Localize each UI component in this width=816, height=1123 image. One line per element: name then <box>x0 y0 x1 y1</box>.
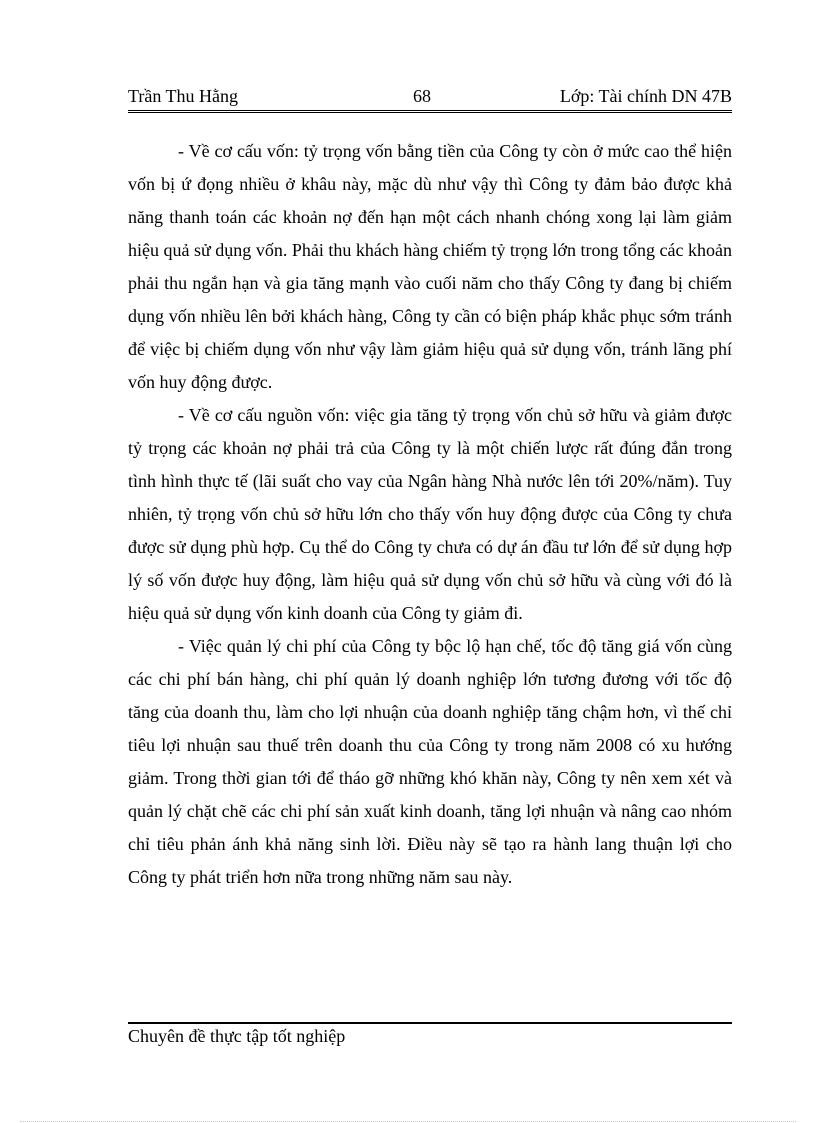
footer-divider <box>128 1022 732 1024</box>
header-class-label: Lớp: Tài chính DN 47B <box>559 86 732 106</box>
page-footer: Chuyên đề thực tập tốt nghiệp <box>128 1026 346 1046</box>
page-edge-divider <box>20 1121 796 1122</box>
paragraph-capital-structure: - Về cơ cấu vốn: tỷ trọng vốn bằng tiền của Công ty còn ở mức cao thể hiện vốn bị ứ đọng nhiều ở khâu này, mặc dù như vậy thì Công ty đảm bảo được khả năng thanh toán các khoản nợ đến hạn một cách nhanh chóng xong lại làm giảm hiệu quả sử dụng vốn. Phải thu khách hàng chiếm tỷ trọng lớn trong tổng các khoản phải thu ngắn hạn và gia tăng mạnh vào cuối năm cho thấy Công ty đang bị chiếm dụng vốn nhiều lên bởi khách hàng, Công ty cần có biện pháp khắc phục sớm tránh để việc bị chiếm dụng vốn như vậy làm giảm hiệu quả sử dụng vốn, tránh lãng phí vốn huy động được. <box>128 141 732 392</box>
document-body <box>128 135 732 894</box>
paragraph-funding-structure: - Về cơ cấu nguồn vốn: việc gia tăng tỷ trọng vốn chủ sở hữu và giảm được tỷ trọng các khoản nợ phải trả của Công ty là một chiến lược rất đúng đắn trong tình hình thực tế (lãi suất cho vay của Ngân hàng Nhà nước lên tới 20%/năm). Tuy nhiên, tỷ trọng vốn chủ sở hữu lớn cho thấy vốn huy động được của Công ty chưa được sử dụng phù hợp. Cụ thể do Công ty chưa có dự án đầu tư lớn để sử dụng hợp lý số vốn được huy động, làm hiệu quả sử dụng vốn chủ sở hữu và cùng với đó là hiệu quả sử dụng vốn kinh doanh của Công ty giảm đi. <box>128 405 732 623</box>
page-header <box>128 84 732 113</box>
paragraph-cost-management: - Việc quản lý chi phí của Công ty bộc lộ hạn chế, tốc độ tăng giá vốn cùng các chi phí bán hàng, chi phí quản lý doanh nghiệp lớn tương đương với tốc độ tăng của doanh thu, làm cho lợi nhuận của doanh nghiệp tăng chậm hơn, vì thế chỉ tiêu lợi nhuận sau thuế trên doanh thu của Công ty trong năm 2008 có xu hướng giảm. Trong thời gian tới để tháo gỡ những khó khăn này, Công ty nên xem xét và quản lý chặt chẽ các chi phí sản xuất kinh doanh, tăng lợi nhuận và nâng cao nhóm chỉ tiêu phản ánh khả năng sinh lời. Điều này sẽ tạo ra hành lang thuận lợi cho Công ty phát triển hơn nữa trong những năm sau này. <box>128 636 732 887</box>
header-page-number: 68 <box>413 86 431 106</box>
header-author: Trần Thu Hằng <box>128 86 239 106</box>
